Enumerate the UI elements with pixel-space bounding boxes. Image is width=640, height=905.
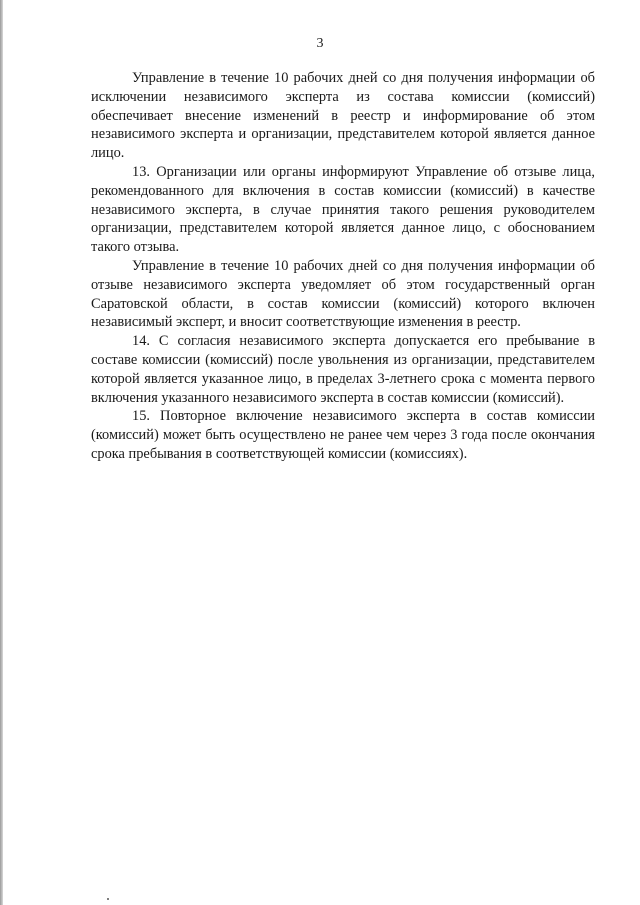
scan-speck [107, 898, 109, 900]
paragraph-recall-notice: Управление в течение 10 рабочих дней со дня получения информации об отзыве независимого эксперта уведомляет об этом государственный орган Саратовской области, в состав комиссии (комиссий) которого включен независимый эксперт, и вносит соответствующие изменения в реестр. [91, 257, 595, 331]
paragraph-13-recall: 13. Организации или органы информируют Управление об отзыве лица, рекомендованного для включения в состав комиссии (комиссий) в качестве независимого эксперта, в случае принятия такого решения руководителем организации, представителем которой является данное лицо, с обоснованием такого отзыва. [91, 163, 595, 256]
paragraph-15-reinclusion: 15. Повторное включение независимого эксперта в состав комиссии (комиссий) может быть осуществлено не ранее чем через 3 года после окончания срока пребывания в соответствующей комиссии (комиссиях). [91, 408, 595, 462]
page-number: 3 [316, 36, 324, 51]
paragraph-exclusion-notice: Управление в течение 10 рабочих дней со дня получения информации об исключении независимого эксперта из состава комиссии (комиссий) обеспечивает внесение изменений в реестр и информирование об этом независимого эксперта и организации, представителем которой является данное лицо. [91, 70, 595, 162]
paragraph-14-tenure: 14. С согласия независимого эксперта допускается его пребывание в составе комиссии (комиссий) после увольнения из организации, представителем которой является указанное лицо, в пределах 3-летнего срока с момента первого включения указанного независимого эксперта в состав комиссии (комиссий). [91, 333, 595, 406]
document-body [91, 69, 595, 464]
scan-edge-shadow [0, 0, 3, 905]
